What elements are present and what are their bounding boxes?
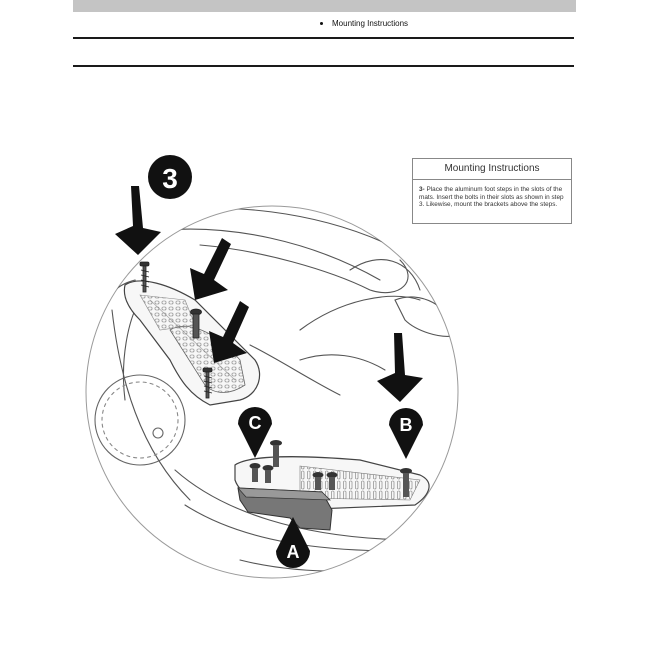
header-bullet-text: Mounting Instructions bbox=[332, 19, 409, 28]
arrow-down-icon bbox=[115, 186, 161, 255]
instructions-step-text: Place the aluminum foot steps in the slots of the mats. Insert the bolts in their slots as shown in step 3. Likewise, mount the brackets above the steps. bbox=[419, 186, 564, 209]
instructions-title: Mounting Instructions bbox=[413, 159, 571, 180]
instructions-box bbox=[412, 158, 572, 224]
callout-c-label: C bbox=[248, 413, 262, 433]
callout-a-label: A bbox=[286, 542, 300, 562]
instructions-step-number: 3- bbox=[419, 186, 425, 193]
callout-b-label: B bbox=[399, 415, 413, 435]
step-badge-number: 3 bbox=[162, 163, 178, 194]
instructions-body bbox=[413, 180, 571, 209]
